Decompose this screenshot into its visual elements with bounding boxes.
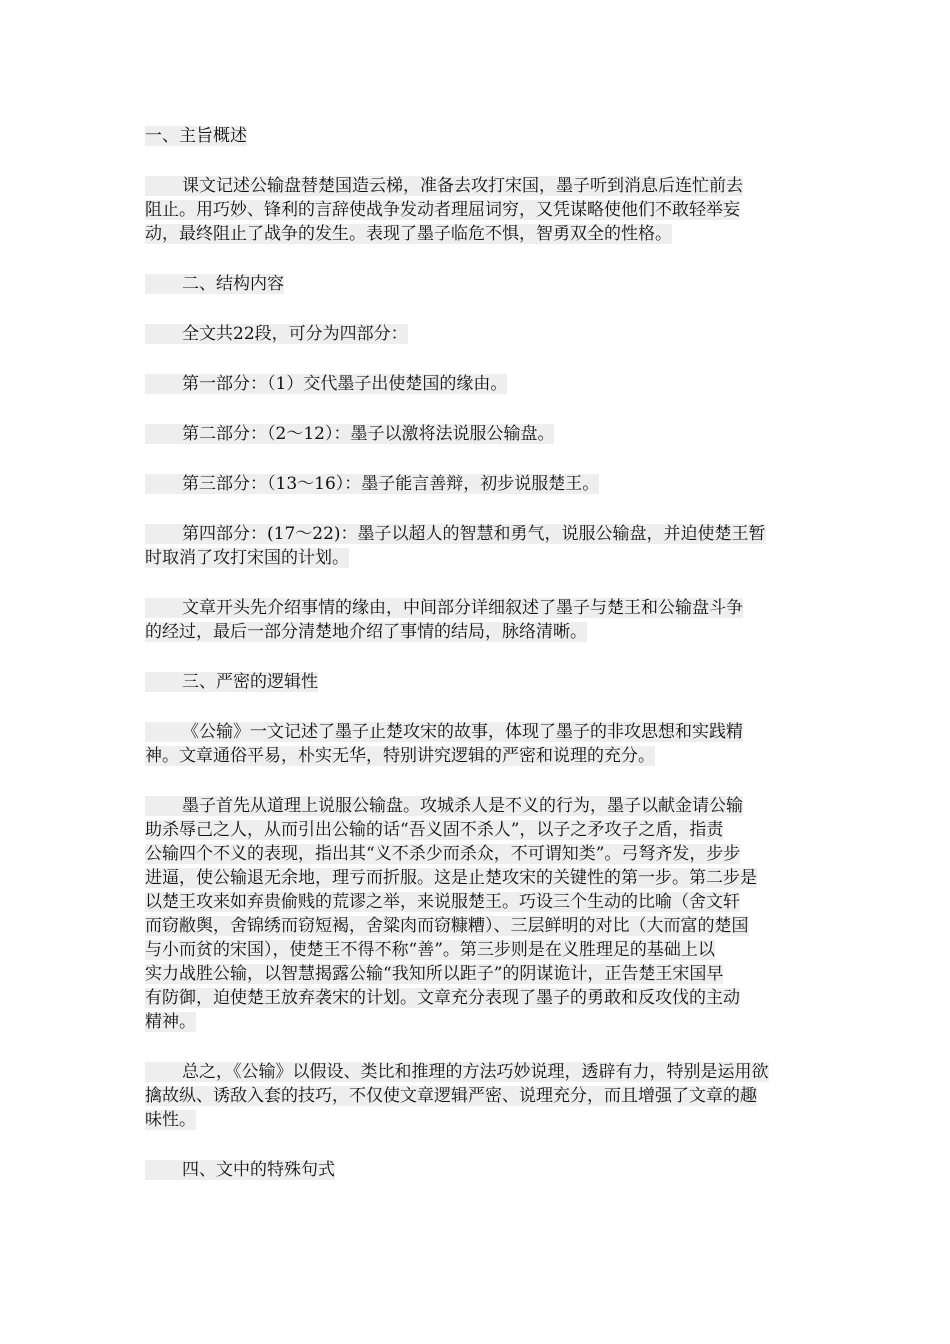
line-text [145,424,554,444]
paragraph-gap [145,148,807,174]
text-line [145,472,807,496]
text-line [145,818,807,842]
paragraph-gap [145,768,807,794]
line-text [145,796,743,816]
line-text [145,1012,196,1032]
paragraph [145,322,807,346]
paragraph-gap [145,644,807,670]
text-line [145,1158,807,1182]
line-content: 阻止。用巧妙、锋利的言辞使战争发动者理屈词穷，又凭谋略使他们不敢轻举妄 [145,200,740,220]
line-text [145,964,723,984]
line-text [145,844,740,864]
text-line [145,1060,807,1084]
line-content: 味性。 [145,1110,196,1130]
line-text [145,1086,757,1106]
line-text [145,622,587,642]
line-text [145,274,284,294]
line-text [145,524,766,544]
text-line [145,842,807,866]
line-text [145,746,655,766]
paragraph [145,174,807,246]
paragraph-gap [145,496,807,522]
paragraph-gap [145,694,807,720]
line-text [145,224,672,244]
line-content: 公输四个不义的表现，指出其“义不杀少而杀众，不可谓知类”。弓弩齐发，步步 [145,844,741,864]
section-heading [145,272,807,296]
line-content: 精神。 [145,1012,196,1032]
paragraph-gap [145,396,807,422]
line-content: 的经过，最后一部分清楚地介绍了事情的结局，脉络清晰。 [145,622,587,642]
text-line [145,124,807,148]
line-content: 全文共22段，可分为四部分： [182,324,408,344]
line-content: 一、主旨概述 [145,126,247,146]
text-line [145,720,807,744]
paragraph-gap [145,446,807,472]
line-text [145,126,247,146]
text-line [145,596,807,620]
paragraph [145,1060,807,1132]
text-line [145,914,807,938]
line-text [145,598,743,618]
text-line [145,866,807,890]
text-line [145,222,807,246]
line-content: 实力战胜公输，以智慧揭露公输“我知所以距子”的阴谋诡计，正告楚王宋国早 [145,964,724,984]
text-line [145,890,807,914]
line-content: 墨子首先从道理上说服公输盘。攻城杀人是不义的行为，墨子以献金请公输 [182,796,743,816]
line-content: 《公输》一文记述了墨子止楚攻宋的故事，体现了墨子的非攻思想和实践精 [182,722,743,742]
line-text [145,722,743,742]
paragraph-gap [145,570,807,596]
section-heading [145,1158,807,1182]
section-heading [145,670,807,694]
paragraph-gap [145,1132,807,1158]
text-line [145,744,807,768]
text-line [145,198,807,222]
text-line [145,1084,807,1108]
line-text [145,988,740,1008]
paragraph [145,794,807,1034]
paragraph [145,422,807,446]
document-page [145,124,807,1182]
text-line [145,1108,807,1132]
line-text [145,548,349,568]
line-content: 以楚王攻来如弃贵偷贱的荒谬之举，来说服楚王。巧设三个生动的比喻（舍文轩 [145,892,740,912]
line-text [145,672,318,692]
paragraph-gap [145,246,807,272]
line-content: 神。文章通俗平易，朴实无华，特别讲究逻辑的严密和说理的充分。 [145,746,655,766]
line-content: 第三部分：（13～16）：墨子能言善辩，初步说服楚王。 [182,474,600,494]
text-line [145,986,807,1010]
line-text [145,374,507,394]
line-content: 第四部分：(17～22)：墨子以超人的智慧和勇气，说服公输盘，并迫使楚王暂 [182,524,766,544]
line-text [145,1110,196,1130]
line-text [145,176,743,196]
text-line [145,546,807,570]
paragraph [145,596,807,644]
text-line [145,522,807,546]
line-content: 四、文中的特殊句式 [182,1160,335,1180]
paragraph [145,372,807,396]
paragraph-gap [145,296,807,322]
text-line [145,174,807,198]
text-line [145,670,807,694]
text-line [145,322,807,346]
line-text [145,868,757,888]
line-content: 时取消了攻打宋国的计划。 [145,548,349,568]
line-text [145,474,599,494]
paragraph [145,522,807,570]
line-text [145,324,408,344]
line-content: 二、结构内容 [182,274,284,294]
text-line [145,620,807,644]
line-content: 总之，《公输》以假设、类比和推理的方法巧妙说理，透辟有力，特别是运用欲 [182,1062,769,1082]
line-text [145,892,740,912]
line-content: 三、严密的逻辑性 [182,672,318,692]
line-content: 第二部分：（2～12）：墨子以激将法说服公输盘。 [182,424,555,444]
line-content: 助杀辱己之人，从而引出公输的话“吾义固不杀人”，以子之矛攻子之盾，指责 [145,820,724,840]
line-content: 有防御，迫使楚王放弃袭宋的计划。文章充分表现了墨子的勇敢和反攻伐的主动 [145,988,740,1008]
line-content: 第一部分：（1）交代墨子出使楚国的缘由。 [182,374,508,394]
line-content: 文章开头先介绍事情的缘由，中间部分详细叙述了墨子与楚王和公输盘斗争 [182,598,743,618]
text-line [145,372,807,396]
line-content: 进逼，使公输退无余地，理亏而折服。这是止楚攻宋的关键性的第一步。第二步是 [145,868,757,888]
line-content: 擒故纵、诱敌入套的技巧，不仅使文章逻辑严密、说理充分，而且增强了文章的趣 [145,1086,757,1106]
text-line [145,272,807,296]
line-content: 与小而贫的宋国），使楚王不得不称“善”。第三步则是在义胜理足的基础上以 [145,940,715,960]
line-text [145,1160,335,1180]
paragraph [145,472,807,496]
text-line [145,1010,807,1034]
line-content: 课文记述公输盘替楚国造云梯，准备去攻打宋国，墨子听到消息后连忙前去 [182,176,743,196]
line-text [145,200,740,220]
line-content: 而窃敝舆，舍锦绣而窃短褐，舍粱肉而窃糠糟）、三层鲜明的对比（大而富的楚国 [145,916,749,936]
section-heading [145,124,807,148]
text-line [145,938,807,962]
line-text [145,820,723,840]
line-text [145,1062,769,1082]
text-line [145,794,807,818]
paragraph-gap [145,1034,807,1060]
text-line [145,962,807,986]
line-content: 动，最终阻止了战争的发生。表现了墨子临危不惧，智勇双全的性格。 [145,224,672,244]
paragraph-gap [145,346,807,372]
line-text [145,916,749,936]
text-line [145,422,807,446]
paragraph [145,720,807,768]
line-text [145,940,715,960]
